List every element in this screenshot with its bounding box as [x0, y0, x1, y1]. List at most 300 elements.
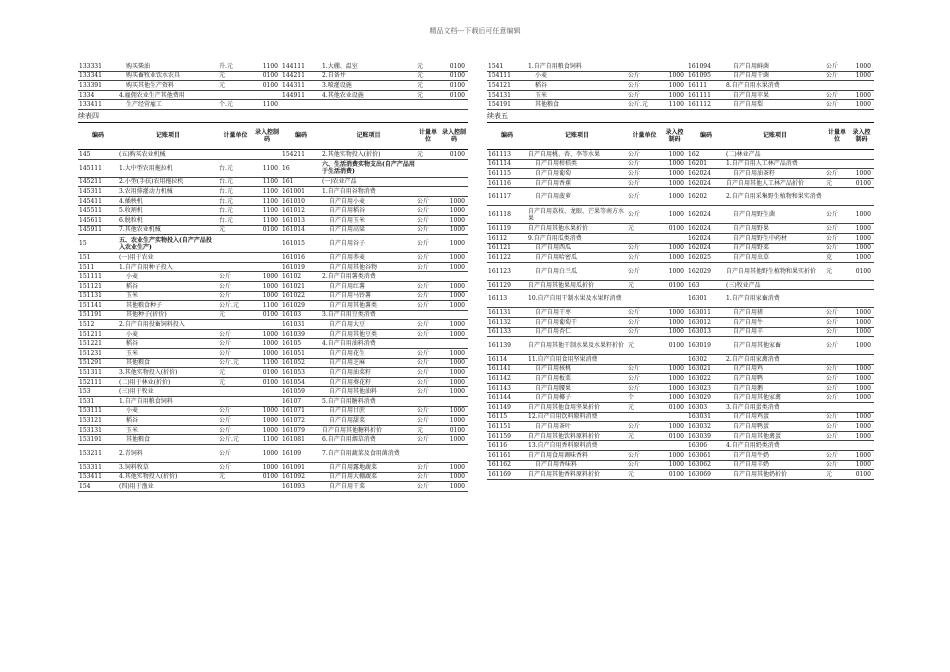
right-item-cell: 自产自用荞麦 — [321, 253, 416, 263]
left-unit-cell: 公斤 — [627, 253, 662, 263]
table-row — [487, 100, 874, 110]
right-unit-cell: 公斤 — [416, 435, 440, 445]
table-row — [487, 62, 874, 71]
left-control-code-cell: 1000 — [662, 364, 687, 374]
left-control-code-cell: 0100 — [662, 431, 687, 441]
left-code-cell: 161113 — [487, 149, 527, 159]
left-unit-cell: 元 — [627, 431, 662, 441]
right-unit-cell: 元 — [825, 470, 849, 480]
right-item-cell: 自产自用小麦 — [321, 196, 416, 206]
left-unit-cell: 元 — [627, 280, 662, 290]
right-code-cell: 16201 — [687, 159, 725, 169]
left-unit-cell: 个 — [627, 393, 662, 403]
header-note: 精品文档---下载后可任意编辑 — [429, 27, 521, 35]
left-unit-cell: 公斤 — [627, 364, 662, 374]
right-table-title: 续表五 — [487, 111, 508, 120]
right-code-cell: 163019 — [687, 337, 725, 355]
table-row — [487, 280, 874, 290]
right-control-code-cell: 1000 — [440, 358, 468, 368]
table-row — [487, 290, 874, 308]
left-unit-cell: 台.元 — [218, 159, 253, 177]
left-item-cell: 1.自产自用粮食饲料 — [527, 62, 627, 71]
left-control-code-cell: 1000 — [662, 374, 687, 384]
right-item-cell: 自产自用其他豆类 — [321, 329, 416, 339]
left-code-cell: 161161 — [487, 451, 527, 461]
left-code-cell: 154111 — [487, 71, 527, 81]
left-control-code-cell: 0100 — [253, 225, 281, 235]
right-unit-cell: 公斤 — [416, 482, 440, 492]
left-code-cell: 153411 — [78, 472, 118, 482]
right-item-cell: 自产自用牛 — [725, 317, 825, 327]
table-row — [78, 472, 468, 482]
table-row — [78, 406, 468, 416]
table-header-row — [78, 122, 468, 149]
table-row — [78, 262, 468, 272]
left-column — [78, 62, 468, 492]
right-control-code-cell: 1000 — [440, 472, 468, 482]
left-unit-cell: 公斤 — [218, 445, 253, 463]
table-row — [487, 451, 874, 461]
right-code-cell: 16306 — [687, 441, 725, 451]
left-control-code-cell: 1000 — [662, 90, 687, 100]
right-code-cell: 16 — [281, 159, 321, 177]
left-unit-cell: 元 — [218, 310, 253, 320]
right-code-cell: 16107 — [281, 397, 321, 407]
left-control-code-cell: 0100 — [253, 71, 281, 81]
left-code-cell: 145911 — [78, 225, 118, 235]
right-code-cell: 161 — [281, 177, 321, 187]
right-unit-cell: 元 — [416, 71, 440, 81]
left-control-code-cell — [253, 397, 281, 407]
left-control-code-cell: 1000 — [253, 349, 281, 359]
table-row — [487, 81, 874, 91]
left-control-code-cell: 1100 — [253, 177, 281, 187]
right-control-code-cell: 1000 — [440, 301, 468, 311]
right-unit-cell: 公斤 — [825, 337, 849, 355]
right-control-code-cell: 1000 — [849, 71, 874, 81]
table-row — [78, 329, 468, 339]
right-code-cell: 162024 — [687, 206, 725, 224]
left-item-cell: (三)用于牧业 — [118, 387, 218, 397]
left-item-cell: 自产自用哈密瓜 — [527, 253, 627, 263]
right-control-code-cell: 1000 — [440, 368, 468, 378]
left-code-cell: 154121 — [487, 81, 527, 91]
right-item-cell: 自产自用苹果 — [725, 90, 825, 100]
left-control-code-cell — [253, 482, 281, 492]
right-unit-cell: 公斤 — [825, 62, 849, 71]
left-control-code-cell — [253, 253, 281, 263]
left-code-cell: 161129 — [487, 280, 527, 290]
left-unit-cell — [627, 412, 662, 422]
left-control-code-cell: 1000 — [662, 422, 687, 432]
right-item-cell: 自产自用葵花籽 — [321, 377, 416, 387]
right-unit-cell — [825, 149, 849, 159]
left-control-code-cell: 1000 — [662, 188, 687, 206]
left-unit-cell: 公斤 — [627, 422, 662, 432]
left-unit-cell: 元 — [218, 71, 253, 81]
table-row — [487, 470, 874, 480]
left-unit-cell: 元 — [218, 225, 253, 235]
right-unit-cell: 公斤 — [825, 374, 849, 384]
left-unit-cell — [218, 262, 253, 272]
left-control-code-cell: 1100 — [253, 215, 281, 225]
left-unit-cell: 公斤 — [218, 329, 253, 339]
right-item-cell: (三)牧业产品 — [725, 280, 825, 290]
right-control-code-cell: 1000 — [849, 100, 874, 110]
left-item-cell: 稻谷 — [118, 339, 218, 349]
right-control-code-cell: 0100 — [440, 425, 468, 435]
right-item-cell: 自产自用马铃薯 — [321, 291, 416, 301]
right-unit-cell: 元 — [416, 81, 440, 91]
right-unit-cell — [416, 310, 440, 320]
table-row — [487, 262, 874, 280]
table-row — [78, 196, 468, 206]
left-code-cell: 161159 — [487, 431, 527, 441]
left-control-code-cell: 1000 — [253, 463, 281, 473]
right-item-cell: 4.其他农业设施 — [321, 90, 416, 100]
left-code-cell: 153111 — [78, 406, 118, 416]
left-code-cell: 1531 — [78, 397, 118, 407]
left-item-cell: 小麦 — [118, 329, 218, 339]
left-unit-cell: 公斤 — [627, 149, 662, 159]
column-header: 录入控制码 — [849, 122, 874, 149]
right-top-table — [487, 62, 874, 110]
left-code-cell: 133331 — [78, 62, 118, 71]
left-control-code-cell: 0100 — [253, 310, 281, 320]
left-item-cell: 其他粮食 — [118, 358, 218, 368]
left-control-code-cell: 0100 — [662, 470, 687, 480]
right-item-cell: 自产自用大棚蔬菜 — [321, 472, 416, 482]
table-row — [487, 71, 874, 81]
table-row — [78, 272, 468, 282]
right-item-cell: 4.自产自用奶类消费 — [725, 441, 825, 451]
right-item-cell: 自产自用干菌 — [725, 71, 825, 81]
right-item-cell: 自产自用芝麻 — [321, 358, 416, 368]
right-code-cell: 163013 — [687, 327, 725, 337]
left-code-cell: 1334 — [78, 90, 118, 100]
right-unit-cell: 公斤 — [416, 301, 440, 311]
right-column — [487, 62, 872, 480]
left-unit-cell: 公斤 — [627, 169, 662, 179]
column-header: 编码 — [281, 122, 321, 149]
right-code-cell: 144311 — [281, 81, 321, 91]
left-code-cell: 161141 — [487, 364, 527, 374]
left-code-cell: 151211 — [78, 329, 118, 339]
left-code-cell: 145611 — [78, 215, 118, 225]
left-unit-cell — [218, 387, 253, 397]
right-item-cell: 1.自产自用谷物消费 — [321, 187, 416, 197]
left-item-cell: 1.自产自用粮食饲料 — [118, 397, 218, 407]
left-control-code-cell: 0100 — [253, 368, 281, 378]
right-unit-cell — [416, 187, 440, 197]
right-control-code-cell: 1000 — [849, 451, 874, 461]
right-item-cell: (二)林业产品 — [725, 149, 825, 159]
right-item-cell: 3.喷灌设施 — [321, 81, 416, 91]
right-code-cell: 163069 — [687, 470, 725, 480]
left-control-code-cell: 1100 — [662, 100, 687, 110]
table-row — [78, 463, 468, 473]
right-unit-cell: 公斤 — [416, 225, 440, 235]
right-unit-cell — [825, 280, 849, 290]
left-item-cell: 自产自用干枣 — [527, 308, 627, 318]
column-header: 录入控制码 — [662, 122, 687, 149]
left-code-cell: 16112 — [487, 233, 527, 243]
right-code-cell: 161039 — [281, 329, 321, 339]
right-control-code-cell: 0100 — [440, 62, 468, 71]
table-row — [78, 445, 468, 463]
right-control-code-cell: 1000 — [440, 262, 468, 272]
left-item-cell: 自产自用其他香料原料折价 — [527, 470, 627, 480]
right-control-code-cell: 0100 — [440, 81, 468, 91]
left-item-cell: 购买柴油 — [118, 62, 218, 71]
column-header: 计量单位 — [627, 122, 662, 149]
left-item-cell: 10.自产自用干制水果及水果籽消费 — [527, 290, 627, 308]
right-item-cell: 1.自产自用人工林产品消费 — [725, 159, 825, 169]
left-unit-cell: 元 — [627, 470, 662, 480]
right-code-cell: 144211 — [281, 71, 321, 81]
left-item-cell: 12.自产自用饮料原料消费 — [527, 412, 627, 422]
right-unit-cell: 克 — [825, 253, 849, 263]
left-control-code-cell: 1000 — [253, 406, 281, 416]
table-row — [78, 339, 468, 349]
right-code-cell: 161072 — [281, 416, 321, 426]
left-control-code-cell: 1000 — [662, 178, 687, 188]
left-item-cell: 自产自用腰果 — [527, 383, 627, 393]
table-row — [78, 90, 468, 100]
right-code-cell: 161079 — [281, 425, 321, 435]
left-unit-cell: 公斤 — [627, 308, 662, 318]
right-code-cell: 16109 — [281, 445, 321, 463]
right-code-cell: 144111 — [281, 62, 321, 71]
left-control-code-cell: 0100 — [662, 280, 687, 290]
right-unit-cell: 公斤 — [825, 412, 849, 422]
right-code-cell: 161053 — [281, 368, 321, 378]
right-control-code-cell: 1000 — [440, 482, 468, 492]
right-unit-cell: 公斤 — [416, 215, 440, 225]
left-control-code-cell: 1100 — [253, 358, 281, 368]
right-control-code-cell: 1000 — [849, 243, 874, 253]
left-unit-cell — [218, 235, 253, 253]
left-item-cell: 五、农业生产实物投入(自产产品投入农业生产) — [118, 235, 218, 253]
left-item-cell: 3.饲料牧草 — [118, 463, 218, 473]
right-code-cell: 162024 — [687, 224, 725, 234]
left-code-cell: 161114 — [487, 159, 527, 169]
left-table-title: 续表四 — [78, 111, 99, 120]
left-item-cell: 自产自用其他水果折价 — [527, 224, 627, 234]
right-unit-cell: 公斤 — [825, 71, 849, 81]
left-unit-cell — [627, 441, 662, 451]
left-unit-cell: 公斤 — [627, 188, 662, 206]
left-unit-cell: 公斤 — [627, 90, 662, 100]
left-item-cell: 自产自用杏仁 — [527, 327, 627, 337]
left-item-cell: 7.其他农业机械 — [118, 225, 218, 235]
left-control-code-cell: 1000 — [662, 71, 687, 81]
table-row — [487, 90, 874, 100]
left-item-cell: 自产自用葡萄 — [527, 169, 627, 179]
right-control-code-cell — [849, 188, 874, 206]
right-code-cell: 161094 — [687, 62, 725, 71]
left-code-cell: 161151 — [487, 422, 527, 432]
table-row — [78, 349, 468, 359]
left-code-cell: 1541 — [487, 62, 527, 71]
table-row — [78, 301, 468, 311]
right-code-cell: 161111 — [687, 90, 725, 100]
left-unit-cell: 公斤 — [627, 243, 662, 253]
left-control-code-cell: 1000 — [662, 308, 687, 318]
left-code-cell: 161116 — [487, 178, 527, 188]
left-unit-cell: 公斤 — [218, 339, 253, 349]
table-row — [78, 235, 468, 253]
right-unit-cell — [416, 397, 440, 407]
right-item-cell: 自产自用野生菌 — [725, 206, 825, 224]
right-item-cell: 自产自用露地蔬菜 — [321, 463, 416, 473]
left-control-code-cell: 1000 — [253, 425, 281, 435]
left-code-cell: 153211 — [78, 445, 118, 463]
right-unit-cell — [825, 290, 849, 308]
left-unit-cell: 元 — [218, 472, 253, 482]
right-item-cell: 自产自用高粱 — [321, 225, 416, 235]
left-item-cell: 自产自用其他饮料原料折价 — [527, 431, 627, 441]
right-unit-cell: 公斤 — [416, 472, 440, 482]
left-code-cell: 153131 — [78, 425, 118, 435]
left-code-cell: 151191 — [78, 310, 118, 320]
left-unit-cell — [627, 355, 662, 365]
right-code-cell: 161081 — [281, 435, 321, 445]
left-unit-cell: 元 — [627, 337, 662, 355]
left-control-code-cell: 1000 — [662, 243, 687, 253]
right-main-table — [487, 122, 874, 480]
right-code-cell: 161016 — [281, 253, 321, 263]
right-item-cell: 自产自用野菜 — [725, 243, 825, 253]
right-item-cell: 自产自用鸭蛋 — [725, 422, 825, 432]
column-header: 计量单位 — [416, 122, 440, 149]
left-unit-cell: 公斤 — [627, 178, 662, 188]
right-code-cell: 16301 — [687, 290, 725, 308]
left-code-cell: 145411 — [78, 196, 118, 206]
right-unit-cell: 公斤 — [825, 422, 849, 432]
left-unit-cell: 公斤 — [627, 327, 662, 337]
left-control-code-cell: 1000 — [662, 393, 687, 403]
right-item-cell: 1.大棚、温室 — [321, 62, 416, 71]
right-control-code-cell: 1000 — [849, 233, 874, 243]
right-unit-cell: 公斤 — [825, 90, 849, 100]
left-control-code-cell: 1100 — [253, 62, 281, 71]
left-control-code-cell — [662, 62, 687, 71]
table-row — [78, 159, 468, 177]
right-item-cell: 自产自用其他野生植物和果实折价 — [725, 262, 825, 280]
left-item-cell: 6.脱粒机 — [118, 215, 218, 225]
right-item-cell: 自产自用野果 — [725, 224, 825, 234]
right-unit-cell: 公斤 — [416, 416, 440, 426]
table-row — [487, 206, 874, 224]
left-unit-cell — [218, 149, 253, 159]
left-code-cell: 151 — [78, 253, 118, 263]
right-code-cell: 161112 — [687, 100, 725, 110]
table-row — [78, 482, 468, 492]
left-code-cell: 153 — [78, 387, 118, 397]
left-item-cell: 自产自用葡萄干 — [527, 317, 627, 327]
left-unit-cell: 公斤.元 — [218, 301, 253, 311]
left-control-code-cell: 0100 — [253, 81, 281, 91]
right-item-cell: 自产自用干菜 — [321, 482, 416, 492]
left-unit-cell: 元 — [218, 81, 253, 91]
left-unit-cell: 公斤 — [627, 451, 662, 461]
right-code-cell: 161012 — [281, 206, 321, 216]
column-header: 计量单位 — [218, 122, 253, 149]
left-unit-cell: 公斤 — [627, 159, 662, 169]
left-code-cell: 154 — [78, 482, 118, 492]
left-control-code-cell: 1000 — [662, 460, 687, 470]
left-item-cell: 稻谷 — [118, 281, 218, 291]
column-header: 录入控制码 — [440, 122, 468, 149]
right-control-code-cell: 1000 — [849, 169, 874, 179]
right-item-cell: 自产自用其他家畜 — [725, 337, 825, 355]
left-code-cell: 133411 — [78, 100, 118, 110]
left-unit-cell: 公斤 — [218, 425, 253, 435]
left-item-cell: 玉米 — [118, 291, 218, 301]
left-control-code-cell — [253, 149, 281, 159]
right-unit-cell: 公斤 — [825, 431, 849, 441]
right-control-code-cell — [849, 280, 874, 290]
table-row — [78, 387, 468, 397]
left-item-cell: 小麦 — [118, 272, 218, 282]
right-code-cell: 163039 — [687, 431, 725, 441]
left-unit-cell: 元 — [627, 224, 662, 234]
table-row — [487, 364, 874, 374]
table-row — [78, 253, 468, 263]
left-code-cell: 145311 — [78, 187, 118, 197]
table-row — [487, 374, 874, 384]
right-item-cell: 自产自用其他薯类 — [321, 301, 416, 311]
left-code-cell: 161121 — [487, 243, 527, 253]
left-item-cell: 自产自用菠萝 — [527, 188, 627, 206]
left-control-code-cell — [253, 387, 281, 397]
left-unit-cell — [627, 290, 662, 308]
right-code-cell: 154211 — [281, 149, 321, 159]
left-unit-cell: 公斤 — [627, 206, 662, 224]
left-control-code-cell: 1000 — [662, 451, 687, 461]
left-control-code-cell: 1000 — [662, 206, 687, 224]
right-control-code-cell: 1000 — [849, 431, 874, 441]
right-code-cell: 163031 — [687, 412, 725, 422]
table-row — [487, 383, 874, 393]
left-item-cell: 自产自用食用调味香料 — [527, 451, 627, 461]
right-unit-cell — [416, 445, 440, 463]
right-unit-cell: 元 — [825, 178, 849, 188]
right-code-cell: 162024 — [687, 178, 725, 188]
right-control-code-cell: 1000 — [440, 291, 468, 301]
table-row — [78, 177, 468, 187]
left-control-code-cell — [253, 320, 281, 330]
right-code-cell: 162024 — [687, 243, 725, 253]
left-item-cell: (一)用于农业 — [118, 253, 218, 263]
left-control-code-cell: 1100 — [253, 206, 281, 216]
left-code-cell: 161149 — [487, 403, 527, 413]
left-control-code-cell — [662, 355, 687, 365]
left-code-cell: 16116 — [487, 441, 527, 451]
left-code-cell: 145111 — [78, 159, 118, 177]
right-code-cell: 162024 — [687, 233, 725, 243]
right-item-cell: 7.自产自用蔬菜及食用菌消费 — [321, 445, 416, 463]
right-unit-cell: 公斤 — [416, 253, 440, 263]
table-row — [78, 149, 468, 159]
left-code-cell: 1512 — [78, 320, 118, 330]
left-code-cell: 161115 — [487, 169, 527, 179]
table-row — [487, 355, 874, 365]
left-control-code-cell: 0100 — [253, 377, 281, 387]
left-unit-cell: 公斤.元 — [627, 100, 662, 110]
left-control-code-cell: 1000 — [662, 169, 687, 179]
